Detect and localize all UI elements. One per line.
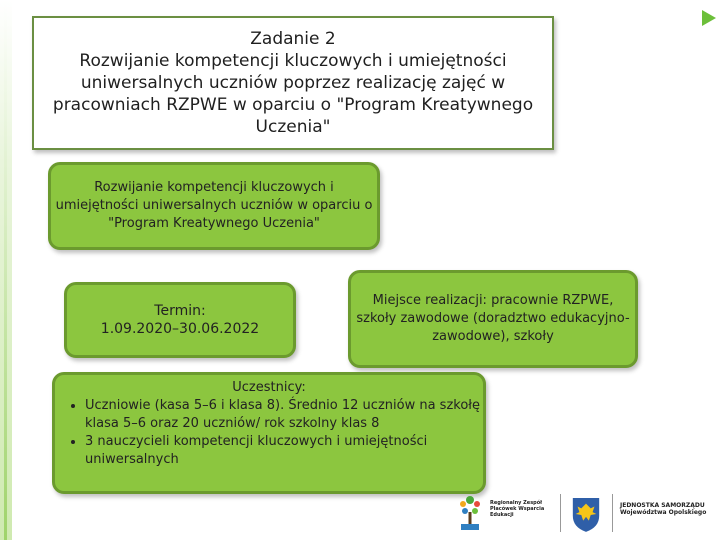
- left-decor-stripe: [4, 0, 7, 540]
- rzpwe-logo-text: Regionalny Zespół Placówek Wsparcia Edukacji: [490, 500, 545, 518]
- place-box: [348, 270, 638, 368]
- title-description: Rozwijanie kompetencji kluczowych i umiejętności uniwersalnych uczniów poprzez realizację zajęć w pracowniach RZPWE w oparciu o "Program Kreatywnego Uczenia": [52, 51, 534, 137]
- term-box: [64, 282, 296, 358]
- tree-logo-icon: [456, 492, 484, 532]
- eagle-emblem-icon: [570, 494, 602, 534]
- right-decor: [690, 0, 720, 540]
- goal-box: [48, 162, 380, 250]
- term-value: 1.09.2020–30.06.2022: [100, 321, 260, 337]
- term-label: Termin:: [154, 303, 206, 319]
- participants-heading: Uczestnicy:: [232, 380, 306, 395]
- title-box: [32, 16, 554, 150]
- logo-divider: [560, 494, 561, 532]
- logos-bar: [448, 488, 718, 540]
- opolskie-logo-text: JEDNOSTKA SAMORZĄDU Województwa Opolskiego: [620, 502, 707, 516]
- place-text: Miejsce realizacji: pracownie RZPWE, szkoły zawodowe (doradztwo edukacyjno-zawodowe), szkoły: [356, 293, 630, 344]
- arrow-icon: [702, 10, 716, 26]
- participants-list: [55, 397, 483, 469]
- list-item: • 3 nauczycieli kompetencji kluczowych i umiejętności uniwersalnych: [85, 433, 483, 469]
- goal-text: Rozwijanie kompetencji kluczowych i umiejętności uniwersalnych uczniów w oparciu o "Program Kreatywnego Uczenia": [55, 180, 373, 231]
- title-task: Zadanie 2: [250, 29, 336, 49]
- participants-box: [52, 372, 486, 494]
- logo-divider: [612, 494, 613, 532]
- list-item: • Uczniowie (kasa 5–6 i klasa 8). Średnio 12 uczniów na szkołę klasa 5–6 oraz 20 uczniów/ rok szkolny klas 8: [85, 397, 483, 433]
- left-decor-bar: [0, 0, 12, 540]
